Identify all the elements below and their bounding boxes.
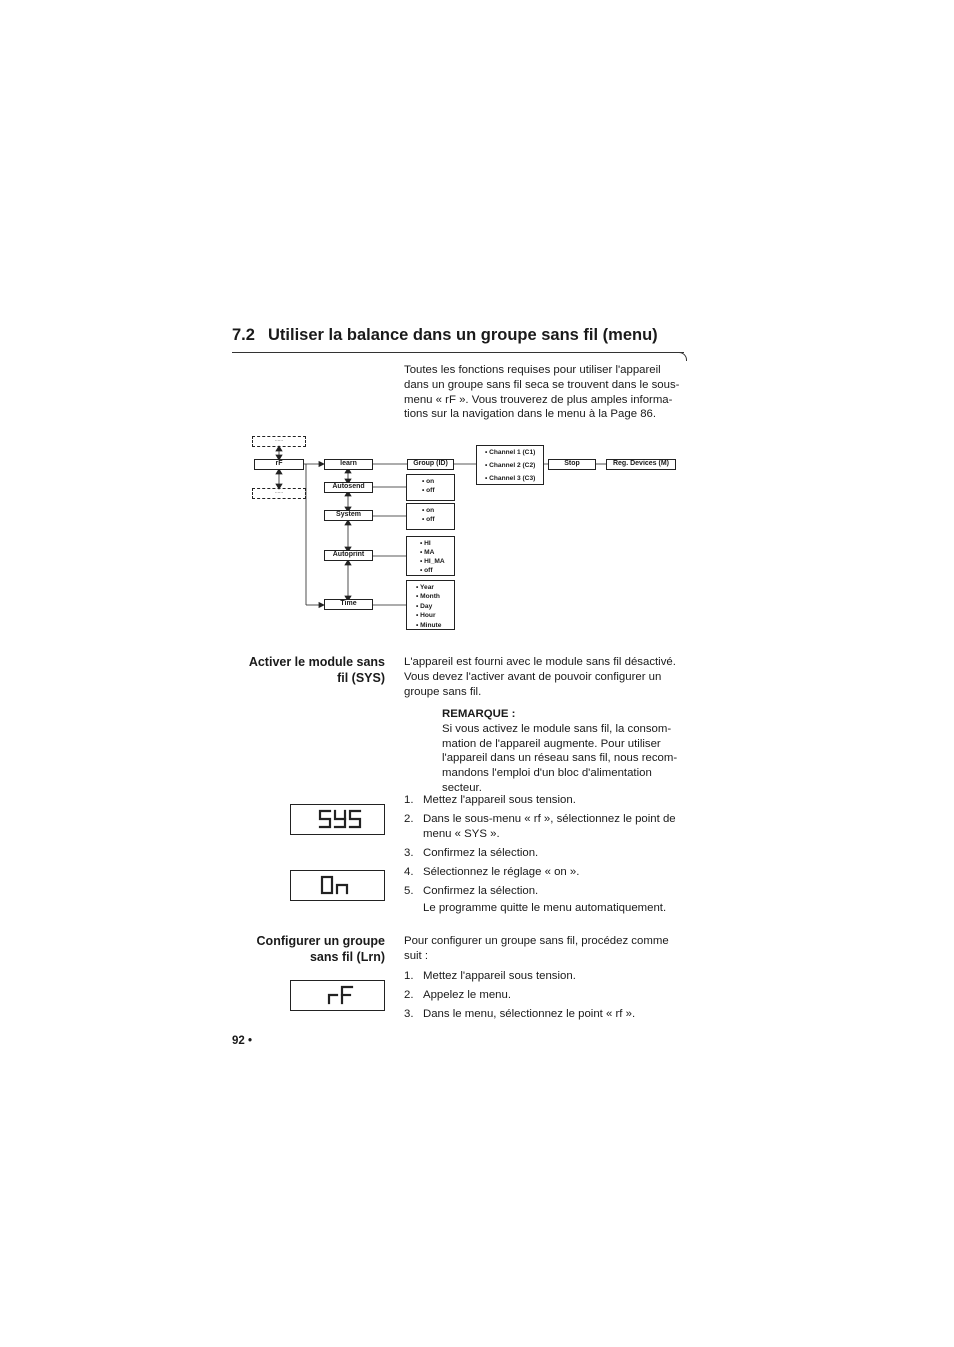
- activate-line: groupe sans fil.: [404, 685, 482, 698]
- option-item: • Minute: [416, 621, 442, 629]
- autosend-options-box: [406, 474, 455, 501]
- menu-box-autosend: [324, 482, 373, 493]
- step-continuation: menu « SYS ».: [423, 827, 500, 840]
- step-number: 5.: [404, 885, 414, 897]
- step-text: Confirmez la sélection.: [423, 847, 539, 859]
- configure-heading-line: Configurer un groupe: [256, 934, 385, 948]
- note-line: Si vous activez le module sans fil, la consom-: [442, 722, 672, 735]
- note-heading: REMARQUE :: [442, 708, 516, 720]
- menu-box-autoprint: [324, 550, 373, 561]
- note-line: secteur.: [442, 781, 482, 794]
- step-text: Confirmez la sélection.: [423, 885, 539, 897]
- step-item: [404, 793, 576, 808]
- option-item: • on: [422, 507, 435, 514]
- step-item: [404, 846, 538, 861]
- menu-box-label: Autoprint: [332, 551, 365, 558]
- step-text: Dans le menu, sélectionnez le point « rf ».: [423, 1008, 636, 1020]
- option-item: • HI_MA: [420, 558, 445, 565]
- channel-option: • Channel 3 (C3): [485, 475, 536, 482]
- section-number: 7.2: [232, 326, 255, 344]
- menu-box-label: Autosend: [332, 483, 365, 490]
- system-options-box: [406, 503, 455, 530]
- step-text: Appelez le menu.: [423, 989, 512, 1001]
- note-block: [442, 707, 677, 796]
- title-rule: [232, 352, 684, 353]
- display-sys: [290, 804, 385, 835]
- step-number: 3.: [404, 1008, 414, 1020]
- step-number: 2.: [404, 989, 414, 1001]
- step-item: [404, 1007, 635, 1022]
- note-line: mandons l'emploi d'un bloc d'alimentation: [442, 767, 652, 780]
- dashed-item-top: [252, 436, 306, 447]
- menu-box-label: Group (ID): [413, 460, 448, 467]
- intro-line: Toutes les fonctions requises pour utiliser l'appareil: [404, 364, 661, 376]
- display-rf: [290, 980, 385, 1011]
- menu-box-label: System: [336, 511, 361, 518]
- intro-line: menu « rF ». Vous trouverez de plus amples informa-: [404, 393, 673, 406]
- configure-line: Pour configurer un groupe sans fil, procédez comme: [404, 935, 669, 947]
- step-item: [404, 812, 676, 842]
- option-item: • Hour: [416, 612, 436, 620]
- lcd-sys-icon: [291, 805, 384, 834]
- option-item: • HI: [420, 540, 431, 547]
- step-number: 2.: [404, 813, 414, 825]
- activate-paragraph: [404, 655, 676, 699]
- step-text: Sélectionnez le réglage « on ».: [423, 866, 580, 878]
- step-number: 4.: [404, 866, 414, 878]
- intro-line: tions sur la navigation dans le menu à la Page 86.: [404, 408, 657, 421]
- activate-line: L'appareil est fourni avec le module sans fil désactivé.: [404, 656, 676, 668]
- step-text: Mettez l'appareil sous tension.: [423, 794, 576, 806]
- step-text: Dans le sous-menu « rf », sélectionnez le point de: [423, 813, 676, 825]
- section-title: [232, 326, 658, 345]
- step-text: Mettez l'appareil sous tension.: [423, 970, 576, 982]
- option-item: • off: [422, 516, 435, 524]
- activate-heading-line: Activer le module sans: [248, 655, 385, 669]
- dashed-item-bottom: [252, 488, 306, 499]
- activate-steps: [404, 793, 694, 923]
- activate-line: Vous devez l'activer avant de pouvoir configurer un: [404, 670, 662, 683]
- menu-box-label: Stop: [564, 460, 580, 467]
- configure-heading: [225, 934, 385, 965]
- step-item: [404, 865, 579, 880]
- option-item: • Year: [416, 584, 434, 591]
- intro-line: dans un groupe sans fil seca se trouvent dans le sous-: [404, 378, 680, 391]
- configure-heading-line: sans fil (Lrn): [309, 949, 385, 964]
- menu-box-group: [407, 459, 454, 470]
- intro-paragraph: [404, 363, 679, 422]
- section-title-text: Utiliser la balance dans un groupe sans fil (menu): [268, 326, 658, 344]
- option-item: • off: [422, 487, 435, 495]
- menu-box-reg-devices: [606, 459, 676, 470]
- option-item: • off: [420, 567, 433, 574]
- activate-heading: [225, 655, 385, 686]
- dashed-item-label: ......: [274, 489, 284, 495]
- channel-option: • Channel 2 (C2): [485, 462, 536, 469]
- menu-box-rf: [254, 459, 304, 470]
- menu-box-label: rF: [275, 460, 283, 467]
- configure-paragraph: [404, 934, 669, 964]
- title-rule-corner: [676, 352, 687, 361]
- note-line: mation de l'appareil augmente. Pour utiliser: [442, 737, 661, 750]
- option-item: • Day: [416, 602, 433, 610]
- menu-box-system: [324, 510, 373, 521]
- menu-box-stop: [548, 459, 596, 470]
- menu-box-label: Time: [340, 600, 357, 607]
- option-item: • on: [422, 478, 435, 485]
- time-options-box: [406, 580, 455, 630]
- menu-diagram: [250, 434, 690, 634]
- step-number: 3.: [404, 847, 414, 859]
- step-item: [404, 969, 576, 984]
- option-item: • MA: [420, 549, 435, 556]
- autoprint-options-box: [406, 536, 455, 576]
- step-continuation: Le programme quitte le menu automatiquement.: [423, 901, 667, 914]
- activate-heading-line: fil (SYS): [337, 670, 385, 685]
- step-item: [404, 988, 511, 1003]
- lcd-rf-icon: [291, 981, 384, 1010]
- configure-line: suit :: [404, 949, 429, 962]
- menu-box-label: learn: [340, 460, 357, 467]
- dashed-item-label: ......: [274, 437, 284, 443]
- menu-box-label: Reg. Devices (M): [612, 460, 670, 467]
- page-number: 92 •: [232, 1035, 253, 1047]
- step-number: 1.: [404, 970, 414, 982]
- step-number: 1.: [404, 794, 414, 806]
- option-item: • Month: [416, 593, 440, 601]
- menu-box-learn: [324, 459, 373, 470]
- step-item: [404, 884, 666, 916]
- display-on: [290, 870, 385, 901]
- channel-options-box: [476, 445, 544, 485]
- lcd-on-icon: [291, 871, 384, 900]
- menu-box-time: [324, 599, 373, 610]
- channel-option: • Channel 1 (C1): [485, 449, 536, 456]
- configure-steps: [404, 969, 694, 1029]
- note-line: l'appareil dans un réseau sans fil, nous recom-: [442, 752, 678, 765]
